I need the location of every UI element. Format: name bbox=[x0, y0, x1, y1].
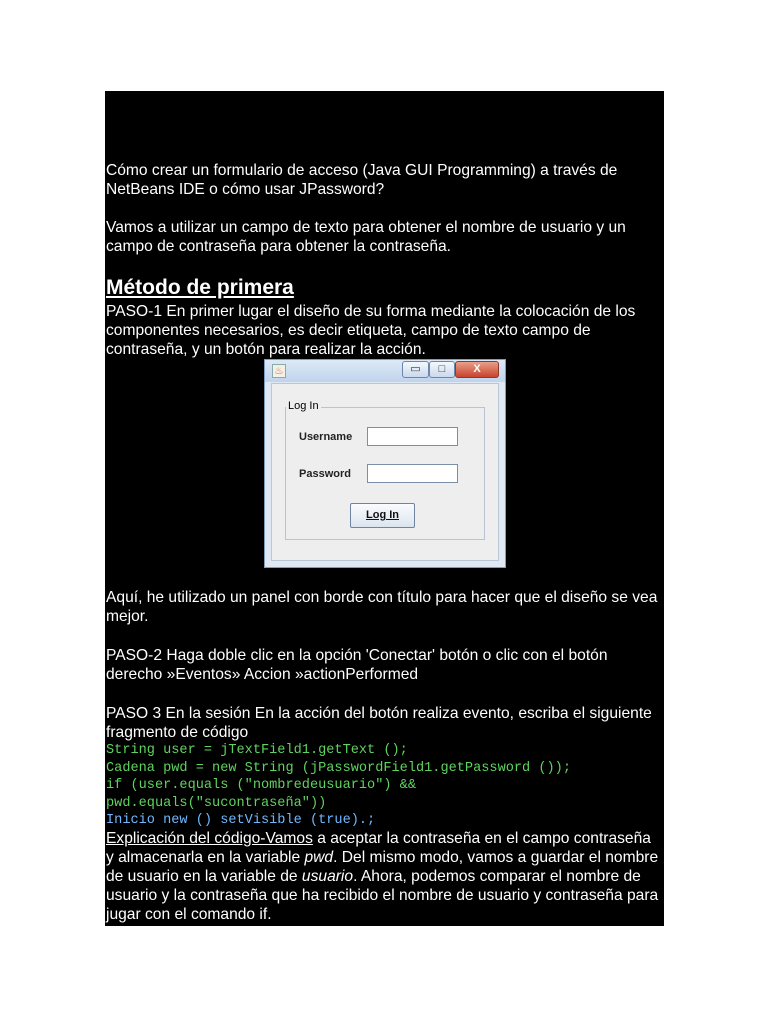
username-field bbox=[367, 427, 458, 446]
intro-paragraph-1: Cómo crear un formulario de acceso (Java GUI Programming) a través de NetBeans IDE o cómo usar JPassword? bbox=[106, 162, 618, 198]
explanation-var-pwd: pwd bbox=[304, 849, 334, 866]
login-button bbox=[350, 503, 415, 528]
step-1-paragraph: PASO-1 En primer lugar el diseño de su forma mediante la colocación de los componentes necesarios, es decir etiqueta, campo de texto campo de contraseña, y un botón para realizar la acción. bbox=[106, 303, 636, 358]
code-line-5: Inicio new () setVisible (true).; bbox=[106, 813, 376, 829]
dialog-content bbox=[271, 383, 499, 561]
note-paragraph: Aquí, he utilizado un panel con borde con título para hacer que el diseño se vea mejor. bbox=[106, 589, 658, 625]
code-snippet bbox=[106, 742, 571, 830]
dialog-titlebar bbox=[265, 360, 505, 382]
explanation-part-1: a aceptar la contraseña en el campo contraseña y almacenarla en la variable bbox=[106, 830, 651, 866]
explanation-title: Explicación del código-Vamos bbox=[106, 830, 313, 847]
code-line-3: if (user.equals ("nombredeusuario") && bbox=[106, 778, 416, 794]
step-2-paragraph: PASO-2 Haga doble clic en la opción 'Conectar' botón o clic con el botón derecho »Eventos» Accion »actionPerformed bbox=[106, 647, 608, 683]
step-3-paragraph: PASO 3 En la sesión En la acción del botón realiza evento, escriba el siguiente fragmento de código bbox=[106, 705, 652, 741]
java-app-icon: ♨ bbox=[272, 364, 286, 378]
section-heading: Método de primera bbox=[106, 276, 294, 299]
password-field bbox=[367, 464, 458, 483]
login-dialog-screenshot bbox=[264, 359, 506, 568]
login-button-label: Log In bbox=[366, 509, 399, 521]
explanation-part-2: . Del mismo modo, vamos a guardar el nombre de usuario en la variable de bbox=[106, 849, 659, 885]
close-icon: X bbox=[455, 361, 499, 378]
code-line-1: String user = jTextField1.getText (); bbox=[106, 743, 408, 758]
username-label: Username bbox=[299, 431, 353, 443]
maximize-icon: □ bbox=[429, 361, 455, 378]
password-label: Password bbox=[299, 468, 351, 480]
explanation-paragraph bbox=[106, 829, 662, 924]
minimize-icon: ▭ bbox=[402, 361, 429, 378]
document-page bbox=[105, 91, 664, 926]
explanation-part-3: . Ahora, podemos comparar el nombre de usuario y la contraseña que ha recibido el nombre de usuario y contraseña para jugar con el comando if. bbox=[106, 868, 659, 923]
code-line-2: Cadena pwd = new String (jPasswordField1.getPassword ()); bbox=[106, 760, 571, 776]
panel-title: Log In bbox=[288, 400, 319, 412]
code-line-4: pwd.equals("sucontraseña")) bbox=[106, 795, 327, 811]
intro-paragraph-2: Vamos a utilizar un campo de texto para obtener el nombre de usuario y un campo de contraseña para obtener la contraseña. bbox=[106, 219, 626, 255]
explanation-var-usuario: usuario bbox=[301, 868, 354, 885]
